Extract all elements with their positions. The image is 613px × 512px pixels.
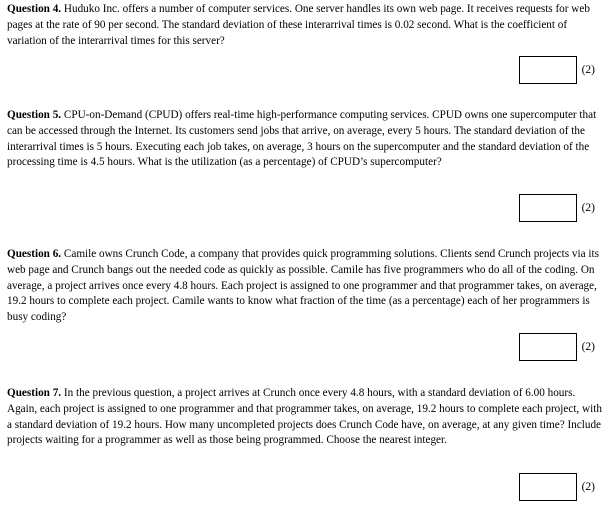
question-6-answer-row <box>519 332 595 362</box>
question-4-answer-row <box>519 55 595 85</box>
question-5-title: Question 5. <box>7 109 62 121</box>
question-5-text: CPU-on-Demand (CPUD) offers real-time high-performance computing services. CPUD owns one supercomputer that can be accessed through the Internet. Its customers send jobs that arrive, on average, every 5 hours. The standard deviation of the interarrival times is 5 hours. Executing each job takes, on average, 3 hours on the supercomputer and the standard deviation of the processing time is 4.5 hours. What is the utilization (as a percentage) of CPUD’s supercomputer? <box>7 109 597 169</box>
question-5 <box>7 108 605 171</box>
question-5-points: (2) <box>581 202 595 214</box>
question-6-title: Question 6. <box>7 248 62 260</box>
question-5-answer-box[interactable] <box>519 194 577 222</box>
question-4-answer-box[interactable] <box>519 56 577 84</box>
question-6 <box>7 247 605 326</box>
question-6-text: Camile owns Crunch Code, a company that provides quick programming solutions. Clients send Crunch projects via its web page and Crunch bangs out the needed code as quickly as possible. Camile has five programmers who do all of the coding. On average, a project arrives once every 4.8 hours. Each project is assigned to one programmer and that programmer takes, on average, 19.2 hours to complete each project. Camile wants to know what fraction of the time (as a percentage) each of her programmers is busy coding? <box>7 248 599 324</box>
question-7-title: Question 7. <box>7 387 62 399</box>
question-7-answer-row <box>519 472 595 502</box>
question-6-answer-box[interactable] <box>519 333 577 361</box>
question-7-text: In the previous question, a project arrives at Crunch once every 4.8 hours, with a standard deviation of 6.00 hours. Again, each project is assigned to one programmer and that programmer takes, on average, 19.2 hours to complete each project, with a standard deviation of 19.2 hours. How many uncompleted projects does Crunch Code have, on average, at any given time? Include projects waiting for a programmer as well as those being programmed. Choose the nearest integer. <box>7 387 602 447</box>
question-5-answer-row <box>519 193 595 223</box>
question-6-points: (2) <box>581 341 595 353</box>
question-4 <box>7 2 605 49</box>
question-7 <box>7 386 605 449</box>
question-4-text: Huduko Inc. offers a number of computer services. One server handles its own web page. It receives requests for web pages at the rate of 90 per second. The standard deviation of these interarrival times is 0.02 second. What is the coefficient of variation of the interarrival times for this server? <box>7 3 590 47</box>
question-7-points: (2) <box>581 481 595 493</box>
question-7-answer-box[interactable] <box>519 473 577 501</box>
question-4-points: (2) <box>581 64 595 76</box>
question-4-title: Question 4. <box>7 3 62 15</box>
